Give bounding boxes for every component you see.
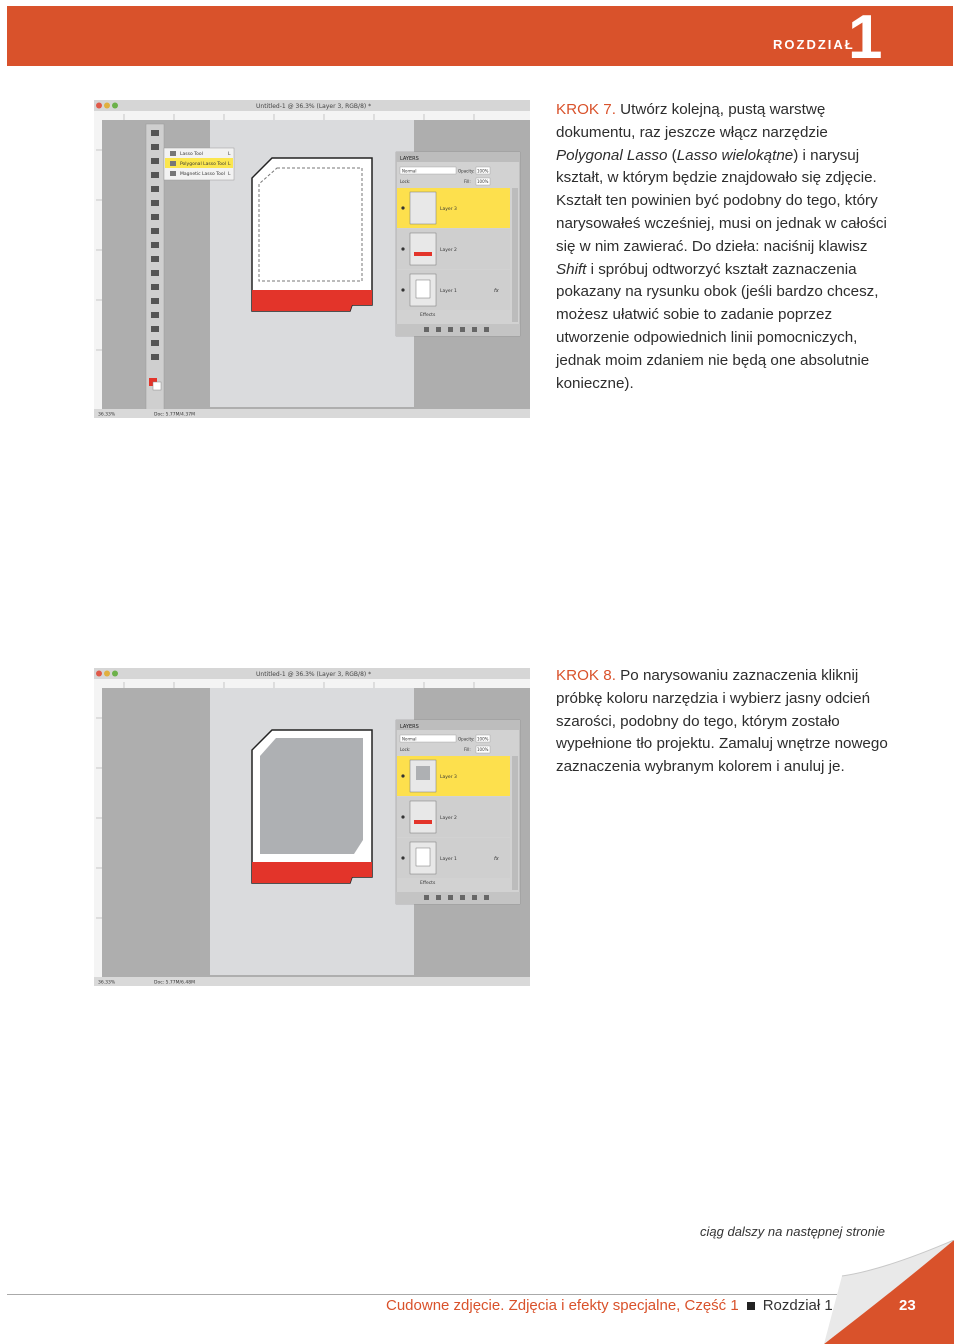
panel-scrollbar bbox=[512, 188, 518, 322]
document-size: Doc: 5.77M/4.37M bbox=[154, 412, 195, 418]
layer-1-name: Layer 1 bbox=[440, 289, 457, 294]
svg-text:Normal: Normal bbox=[402, 736, 417, 742]
layer-1-name: Layer 1 bbox=[440, 857, 457, 862]
layer-effects-label: Effects bbox=[420, 313, 436, 318]
footer-divider bbox=[7, 1294, 837, 1295]
window-zoom-icon bbox=[112, 671, 118, 677]
svg-text:Fill:: Fill: bbox=[464, 747, 471, 752]
lasso-shortcut-1: L bbox=[228, 152, 231, 157]
lasso-shortcut-3: L bbox=[228, 172, 231, 177]
background-color-swatch bbox=[153, 382, 161, 390]
svg-text:Lock:: Lock: bbox=[400, 179, 411, 184]
layer-2-thumbnail bbox=[410, 801, 436, 833]
page-curl-icon bbox=[824, 1240, 954, 1344]
svg-text:Opacity:: Opacity: bbox=[458, 736, 475, 742]
bullet-square-icon bbox=[747, 1302, 755, 1310]
svg-text:100%: 100% bbox=[477, 736, 489, 742]
step-8-text: KROK 8. Po narysowaniu zaznaczenia kliknij próbkę koloru narzędzia i wybierz jasny odcień szarości, podobny do tego, którym zostało wypełnione tło projektu. Zamaluj wnętrze nowego zaznaczenia wybranym kolorem i anuluj je. bbox=[556, 667, 888, 776]
footer bbox=[386, 1297, 833, 1314]
layers-panel-title: LAYERS bbox=[400, 724, 419, 730]
svg-text:Opacity:: Opacity: bbox=[458, 168, 475, 174]
layers-panel-title: LAYERS bbox=[400, 156, 419, 162]
page-number: 23 bbox=[899, 1297, 916, 1314]
chapter-label: ROZDZIAŁ bbox=[773, 37, 855, 52]
layer-2-name: Layer 2 bbox=[440, 816, 457, 821]
svg-text:100%: 100% bbox=[477, 168, 489, 174]
layer-2-name: Layer 2 bbox=[440, 248, 457, 253]
zoom-level: 36.33% bbox=[98, 980, 116, 986]
layers-panel-footer bbox=[396, 892, 520, 904]
window-close-icon bbox=[96, 671, 102, 677]
step-8-label: KROK 8. bbox=[556, 667, 616, 684]
chapter-header-bar bbox=[7, 3, 953, 72]
book-title: Cudowne zdjęcie. Zdjęcia i efekty specjalne, Część 1 bbox=[386, 1297, 739, 1314]
polygonal-lasso-tool-item: Polygonal Lasso Tool bbox=[180, 162, 226, 167]
window-title: Untitled-1 @ 36.3% (Layer 3, RGB/8) * bbox=[256, 671, 372, 678]
polygonal-lasso-item-icon bbox=[170, 161, 176, 166]
chapter-number: 1 bbox=[848, 3, 883, 72]
layer-2-thumbnail bbox=[410, 233, 436, 265]
step-7-text: KROK 7. Utwórz kolejną, pustą warstwę dokumentu, raz jeszcze włącz narzędzie Polygonal Lasso (Lasso wielokątne) i narysuj kształt, w którym będzie znajdowało się zdjęcie. Kształt ten powinien być podobny do tego, który narysowałeś wcześniej, musi on jednak w całości się w nim zawierać. Do dzieła: naciśnij klawisz Shift i spróbuj odtworzyć kształt zaznaczenia pokazany na rysunku obok (jeśli bardzo chcesz, możesz ułatwić sobie to zadanie poprzez utworzenie odpowiednich linii pomocniczych, jednak moim zdaniem nie będą one absolutnie konieczne). bbox=[556, 101, 887, 392]
magnetic-lasso-item-icon bbox=[170, 171, 176, 176]
layer-effects-label: Effects bbox=[420, 881, 436, 886]
step-7-label: KROK 7. bbox=[556, 101, 616, 118]
window-title: Untitled-1 @ 36.3% (Layer 3, RGB/8) * bbox=[256, 103, 372, 110]
screenshot-step-8 bbox=[94, 668, 530, 986]
document-size: Doc: 5.77M/6.48M bbox=[154, 980, 195, 986]
lasso-item-icon bbox=[170, 151, 176, 156]
layers-panel-footer bbox=[396, 324, 520, 336]
screenshot-step-7 bbox=[94, 100, 530, 418]
svg-text:Fill:: Fill: bbox=[464, 179, 471, 184]
lasso-shortcut-2: L bbox=[228, 162, 231, 167]
svg-text:100%: 100% bbox=[477, 747, 489, 752]
svg-text:Lock:: Lock: bbox=[400, 747, 411, 752]
lasso-tool-item: Lasso Tool bbox=[180, 152, 203, 157]
window-minimize-icon bbox=[104, 671, 110, 677]
panel-scrollbar bbox=[512, 756, 518, 890]
layer-3-name: Layer 3 bbox=[440, 207, 457, 212]
layer-3-name: Layer 3 bbox=[440, 775, 457, 780]
zoom-level: 36.33% bbox=[98, 412, 116, 418]
layer-3-thumbnail bbox=[410, 192, 436, 224]
svg-text:100%: 100% bbox=[477, 179, 489, 184]
magnetic-lasso-tool-item: Magnetic Lasso Tool bbox=[180, 172, 225, 177]
footer-chapter: Rozdział 1 bbox=[762, 1297, 833, 1314]
window-close-icon bbox=[96, 103, 102, 109]
continuation-note: ciąg dalszy na następnej stronie bbox=[700, 1224, 886, 1239]
layer-fx-badge: fx bbox=[494, 856, 499, 862]
gray-filled-selection bbox=[260, 738, 363, 854]
svg-text:Normal: Normal bbox=[402, 168, 417, 174]
layer-fx-badge: fx bbox=[494, 288, 499, 294]
window-zoom-icon bbox=[112, 103, 118, 109]
window-minimize-icon bbox=[104, 103, 110, 109]
